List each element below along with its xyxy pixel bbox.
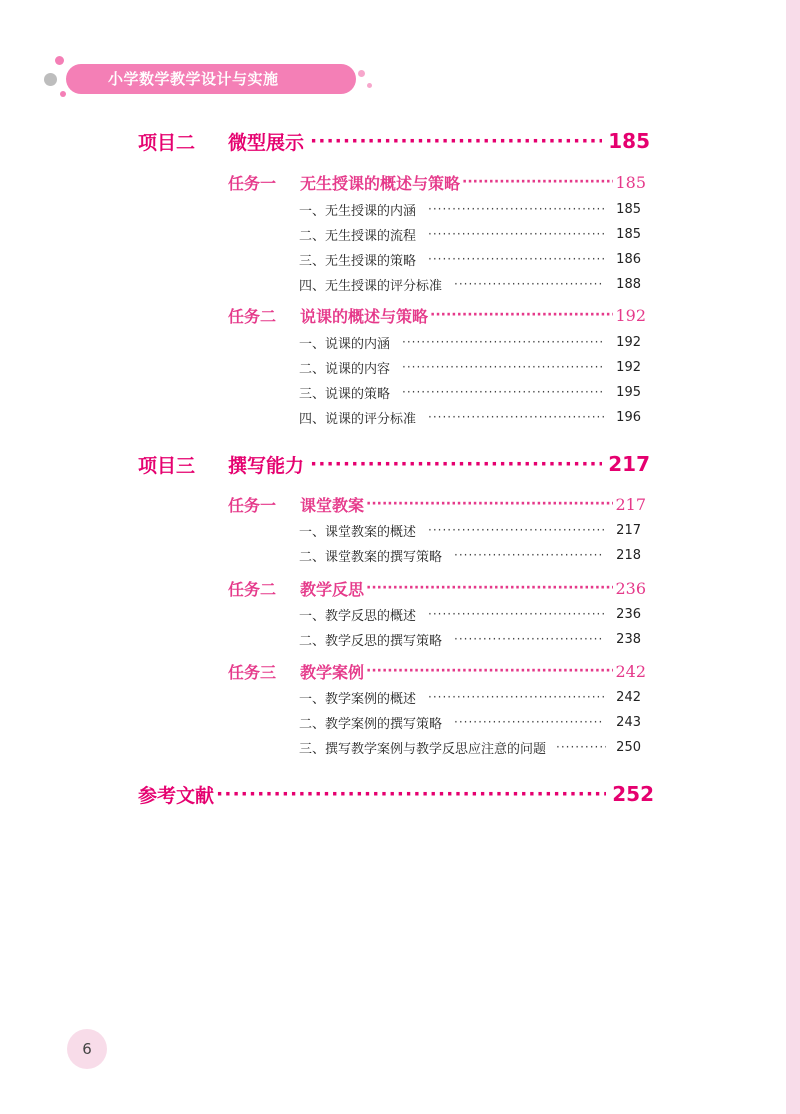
dot-leader [454,715,604,729]
toc-task-entry[interactable] [228,659,646,683]
dot-leader [366,663,613,679]
page-number: 236 [615,578,646,598]
dot-leader [428,607,604,621]
task-title: 说课的概述与策略 [300,306,429,326]
project-title: 微型展示 [228,131,305,154]
toc-project-entry[interactable] [138,450,650,478]
dot-leader [366,496,613,512]
toc-item-entry[interactable] [299,520,641,540]
page-number: 242 [616,689,641,705]
toc-item-entry[interactable] [299,407,641,427]
page-number: 185 [616,226,641,242]
page-number: 217 [615,494,646,514]
page-number: 185 [615,172,646,192]
toc-task-entry[interactable] [228,492,646,516]
page-number: 217 [608,452,650,476]
dot-leader [462,174,613,190]
dot-leader [428,252,604,266]
dot-leader [428,227,604,241]
toc-item-entry[interactable] [299,224,641,244]
toc-item-entry[interactable] [299,274,641,294]
project-title: 撰写能力 [228,454,305,477]
toc-item-entry[interactable] [299,545,641,565]
item-title: 三、无生授课的策略 [299,253,417,269]
page-number: 192 [616,359,641,375]
page-number: 252 [612,782,654,806]
task-label: 任务一 [228,173,277,193]
page-number: 242 [615,661,646,681]
book-title: 小学数学教学设计与实施 [108,70,279,88]
item-title: 四、无生授课的评分标准 [299,278,443,294]
dot-leader [454,632,604,646]
decor-dot [60,91,66,97]
toc-item-entry[interactable] [299,687,641,707]
page-number: 196 [616,409,641,425]
item-title: 二、课堂教案的撰写策略 [299,549,443,565]
dot-leader [366,580,613,596]
page-number: 192 [616,334,641,350]
task-label: 任务二 [228,579,277,599]
dot-leader [428,690,604,704]
dot-leader [454,548,604,562]
page-number-badge: 6 [67,1029,107,1069]
decor-dot [55,56,64,65]
page-number: 195 [616,384,641,400]
task-title: 无生授课的概述与策略 [300,173,461,193]
dot-leader [402,335,604,349]
item-title: 二、无生授课的流程 [299,228,417,244]
page-number: 185 [616,201,641,217]
page-number: 236 [616,606,641,622]
toc-item-entry[interactable] [299,357,641,377]
item-title: 三、说课的策略 [299,386,391,402]
item-title: 三、撰写教学案例与教学反思应注意的问题 [299,741,547,757]
decor-dot [358,70,365,77]
item-title: 二、说课的内容 [299,361,391,377]
dot-leader [454,277,604,291]
dot-leader [428,523,604,537]
toc-task-entry[interactable] [228,576,646,600]
toc-item-entry[interactable] [299,332,641,352]
project-label: 项目三 [138,454,196,477]
dot-leader [428,410,604,424]
toc-references-entry[interactable] [138,780,654,808]
task-title: 教学反思 [300,579,365,599]
task-title: 课堂教案 [300,495,365,515]
task-label: 任务二 [228,306,277,326]
item-title: 四、说课的评分标准 [299,411,417,427]
toc-item-entry[interactable] [299,199,641,219]
dot-leader [402,360,604,374]
item-title: 二、教学反思的撰写策略 [299,633,443,649]
page-edge-strip [786,0,800,1114]
task-label: 任务三 [228,662,277,682]
toc-item-entry[interactable] [299,249,641,269]
page-number: 188 [616,276,641,292]
toc-project-entry[interactable] [138,127,650,155]
decor-dot [44,73,57,86]
item-title: 一、说课的内涵 [299,336,391,352]
toc-task-entry[interactable] [228,303,646,327]
toc-item-entry[interactable] [299,382,641,402]
page-number: 218 [616,547,641,563]
item-title: 一、课堂教案的概述 [299,524,417,540]
page-number: 238 [616,631,641,647]
task-label: 任务一 [228,495,277,515]
references-title: 参考文献 [138,784,215,807]
dot-leader [402,385,604,399]
dot-leader [216,783,606,805]
toc-item-entry[interactable] [299,737,641,757]
item-title: 二、教学案例的撰写策略 [299,716,443,732]
page-number: 250 [616,739,641,755]
dot-leader [556,740,606,754]
item-title: 一、教学案例的概述 [299,691,417,707]
page-number: 185 [608,129,650,153]
dot-leader [428,202,604,216]
toc-item-entry[interactable] [299,712,641,732]
project-label: 项目二 [138,131,196,154]
page-number: 186 [616,251,641,267]
toc-item-entry[interactable] [299,604,641,624]
page-number: 217 [616,522,641,538]
dot-leader [310,453,602,475]
task-title: 教学案例 [300,662,365,682]
toc-task-entry[interactable] [228,170,646,194]
page-number: 243 [616,714,641,730]
decor-dot [367,83,372,88]
dot-leader [430,307,613,323]
item-title: 一、教学反思的概述 [299,608,417,624]
dot-leader [310,130,602,152]
toc-item-entry[interactable] [299,629,641,649]
page-number: 192 [615,305,646,325]
item-title: 一、无生授课的内涵 [299,203,417,219]
